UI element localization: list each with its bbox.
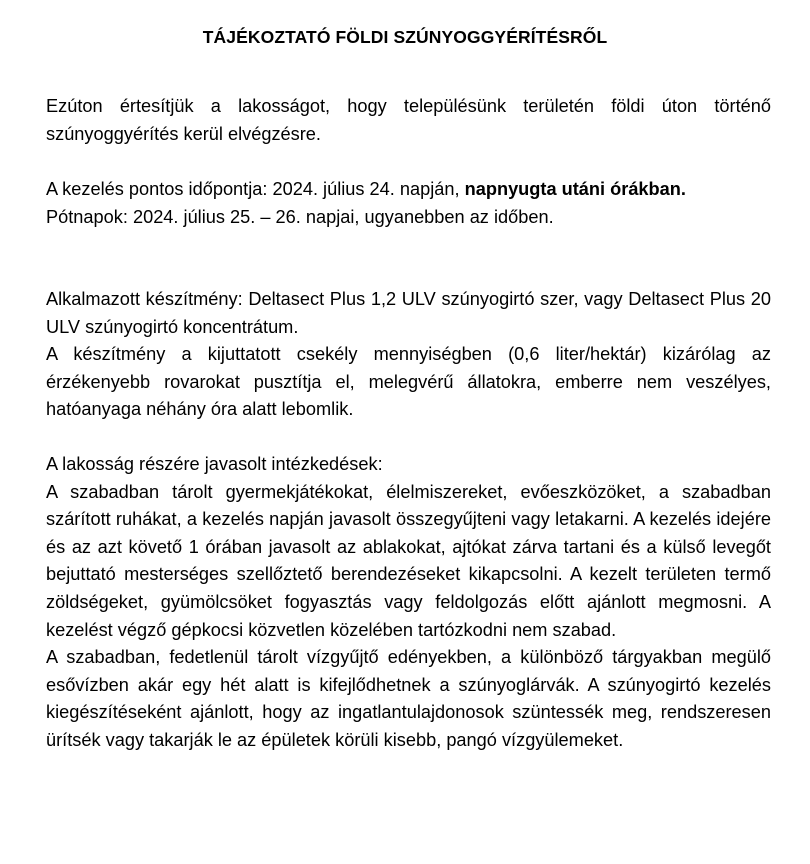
measures-section <box>46 451 771 755</box>
applied-product-paragraph: Alkalmazott készítmény: Deltasect Plus 1,2 ULV szúnyogirtó szer, vagy Deltasect Plus 20 ULV szúnyogirtó koncentrátum. <box>46 289 771 337</box>
treatment-time-emphasis: napnyugta utáni órákban. <box>464 179 686 199</box>
measures-paragraph-2: A szabadban, fedetlenül tárolt vízgyűjtő edényekben, a különböző tárgyakban megülő esővízben akár egy hét alatt is kifejlődhetnek a szúnyoglárvák. A szúnyogirtó kezelés kiegészítéseként ajánlott, hogy az ingatlantulajdonosok szüntessék meg, rendszeresen ürítsék vagy takarják le az épületek körüli kisebb, pangó vízgyülemeket. <box>46 647 771 750</box>
measures-heading: A lakosság részére javasolt intézkedések: <box>46 454 383 474</box>
intro-paragraph: Ezúton értesítjük a lakosságot, hogy településünk területén földi úton történő szúnyoggyérítés kerül elvégzésre. <box>46 96 771 144</box>
product-section <box>46 286 771 424</box>
document-title: TÁJÉKOZTATÓ FÖLDI SZÚNYOGGYÉRÍTÉSRŐL <box>202 27 608 47</box>
schedule-section <box>46 176 771 231</box>
backup-days-line: Pótnapok: 2024. július 25. – 26. napjai, ugyanebben az időben. <box>46 206 554 227</box>
product-description-paragraph: A készítmény a kijuttatott csekély mennyiségben (0,6 liter/hektár) kizárólag az érzékenyebb rovarokat pusztítja el, melegvérű állatokra, emberre nem veszélyes, hatóanyaga néhány óra alatt lebomlik. <box>46 344 771 420</box>
treatment-time-text: A kezelés pontos időpontja: 2024. július 24. napján, <box>46 179 465 199</box>
measures-paragraph-1: A szabadban tárolt gyermekjátékokat, élelmiszereket, evőeszközöket, a szabadban szárított ruhákat, a kezelés napján javasolt összegyűjteni vagy letakarni. A kezelés idejére és az azt követő 1 órában javasolt az ablakokat, ajtókat zárva tartani és a külső levegőt bejuttató mesterséges szellőztető berendezéseket kikapcsolni. A kezelt területen termő zöldségeket, gyümölcsöket fogyasztás vagy feldolgozás előtt ajánlott megmosni. A kezelést végző gépkocsi közvetlen közelében tartózkodni nem szabad. <box>46 481 771 640</box>
intro-section <box>46 93 771 148</box>
treatment-time-line <box>46 176 771 204</box>
